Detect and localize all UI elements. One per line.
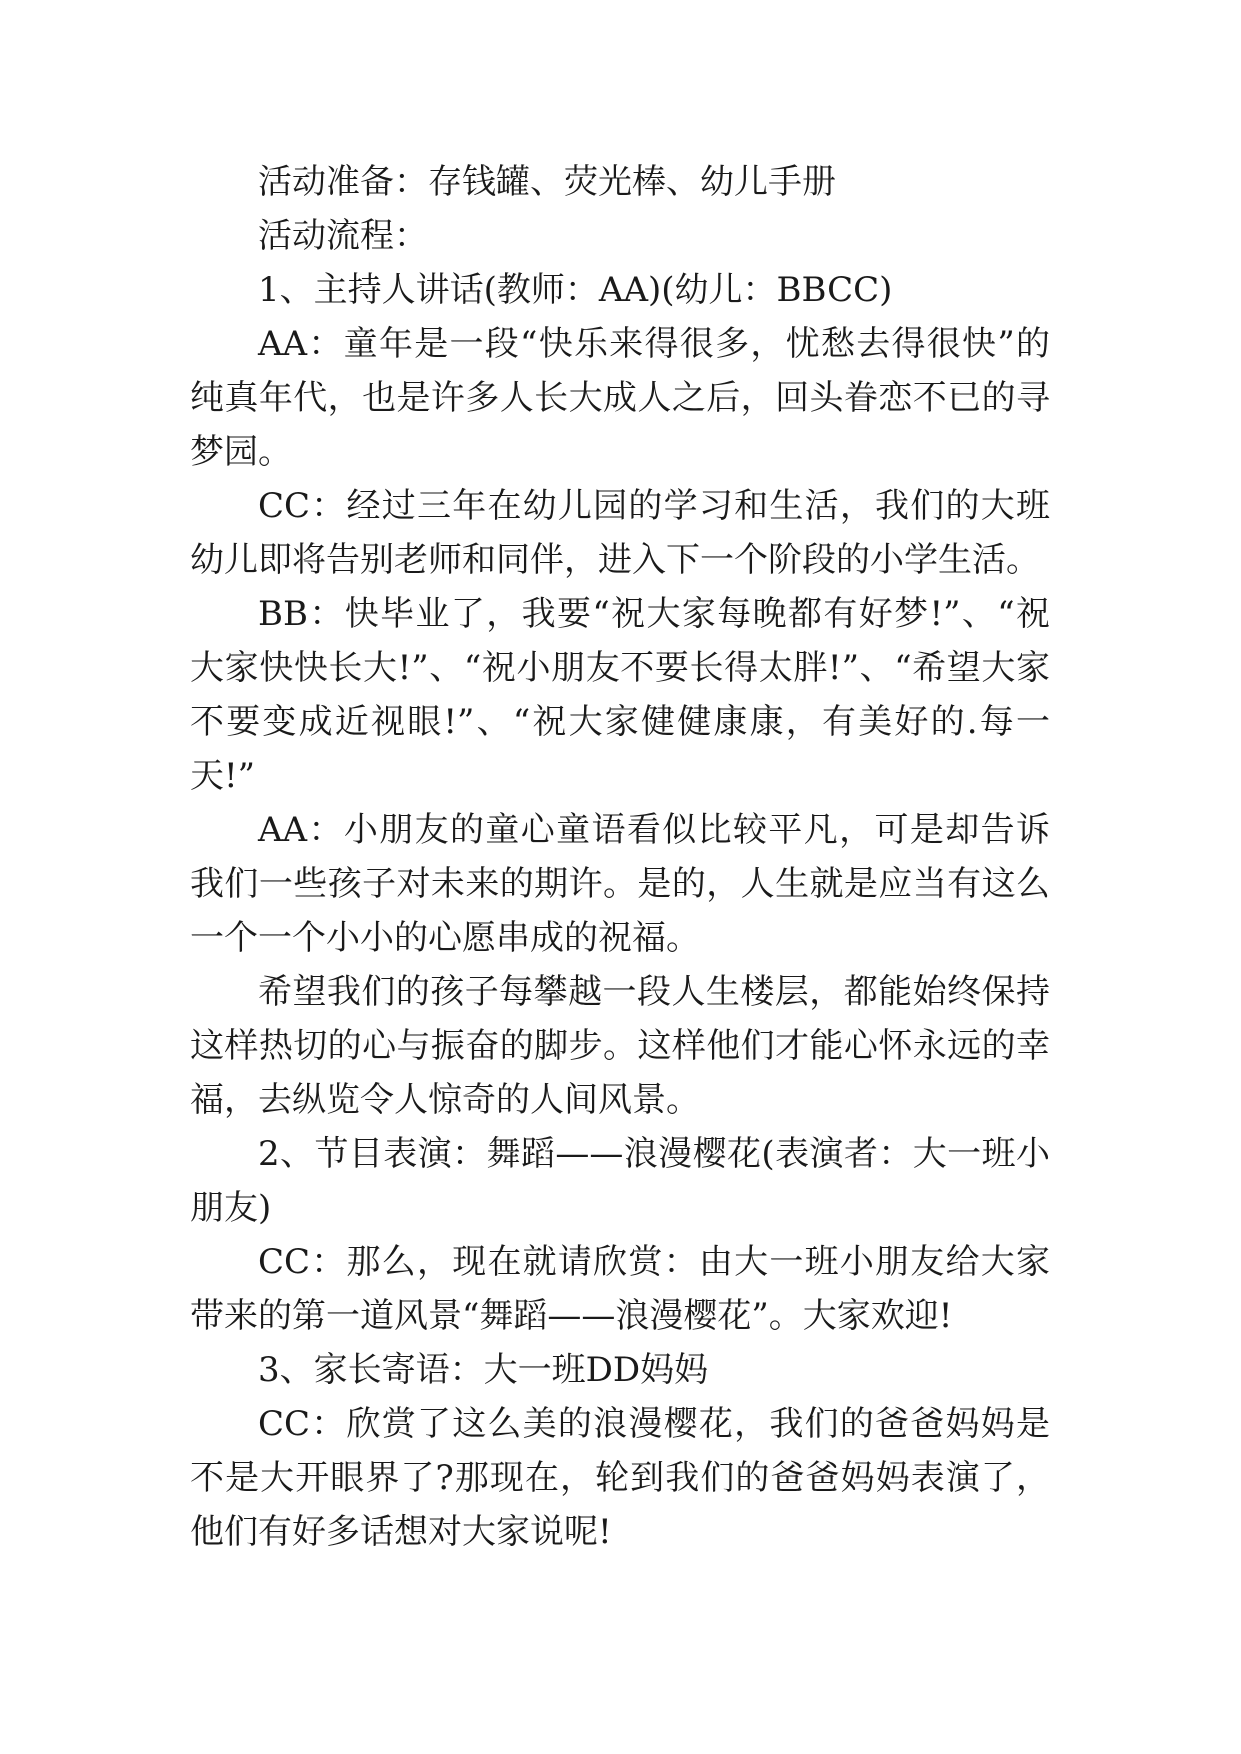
paragraph-cc-parents-turn: CC：欣赏了这么美的浪漫樱花，我们的爸爸妈妈是不是大开眼界了?那现在，轮到我们的爸爸妈妈表演了，他们有好多话想对大家说呢! — [190, 1404, 1050, 1552]
paragraph-cc-please-enjoy: CC：那么，现在就请欣赏：由大一班小朋友给大家带来的第一道风景“舞蹈——浪漫樱花”。大家欢迎! — [190, 1242, 1050, 1336]
paragraph-program-dance-heading: 2、节目表演：舞蹈——浪漫樱花(表演者：大一班小朋友) — [190, 1134, 1050, 1228]
paragraph-bb-wishes: BB：快毕业了，我要“祝大家每晚都有好梦!”、“祝大家快快长大!”、“祝小朋友不要长得太胖!”、“希望大家不要变成近视眼!”、“祝大家健健康康，有美好的.每一天!” — [190, 594, 1050, 796]
document-body — [190, 155, 1050, 1559]
paragraph-aa-childhood: AA：童年是一段“快乐来得很多，忧愁去得很快”的纯真年代，也是许多人长大成人之后，回头眷恋不已的寻梦园。 — [190, 324, 1050, 472]
paragraph-hope-children: 希望我们的孩子每攀越一段人生楼层，都能始终保持这样热切的心与振奋的脚步。这样他们才能心怀永远的幸福，去纵览令人惊奇的人间风景。 — [190, 972, 1050, 1120]
paragraph-activity-preparation: 活动准备：存钱罐、荧光棒、幼儿手册 — [258, 162, 836, 202]
paragraph-parent-message-heading: 3、家长寄语：大一班DD妈妈 — [258, 1350, 709, 1390]
paragraph-host-speech-heading: 1、主持人讲话(教师：AA)(幼儿：BBCC) — [258, 270, 893, 310]
paragraph-aa-childlike-words: AA：小朋友的童心童语看似比较平凡，可是却告诉我们一些孩子对未来的期许。是的，人生就是应当有这么一个一个小小的心愿串成的祝福。 — [190, 810, 1050, 958]
paragraph-activity-process-heading: 活动流程： — [258, 216, 428, 256]
paragraph-cc-three-years: CC：经过三年在幼儿园的学习和生活，我们的大班幼儿即将告别老师和同伴，进入下一个阶段的小学生活。 — [190, 486, 1050, 580]
